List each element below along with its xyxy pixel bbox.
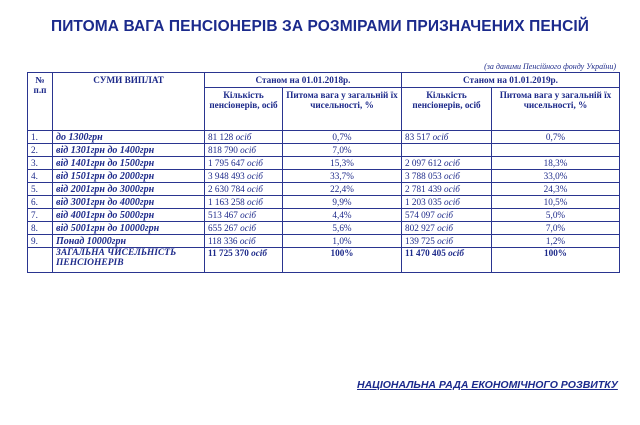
row-num: 7.	[28, 209, 53, 222]
total-row	[28, 248, 620, 273]
table-row	[28, 222, 620, 235]
row-count-2019: 83 517 осіб	[402, 131, 492, 144]
row-count-2019: 574 097 осіб	[402, 209, 492, 222]
row-num: 4.	[28, 170, 53, 183]
row-share-2019: 24,3%	[492, 183, 620, 196]
total-count-2018: 11 725 370 осіб	[205, 248, 283, 273]
table-row	[28, 144, 620, 157]
row-count-2018: 3 948 493 осіб	[205, 170, 283, 183]
row-count-2018: 818 790 осіб	[205, 144, 283, 157]
page-title: ПИТОМА ВАГА ПЕНСІОНЕРІВ ЗА РОЗМІРАМИ ПРИЗНАЧЕНИХ ПЕНСІЙ	[50, 18, 590, 35]
row-count-2019: 802 927 осіб	[402, 222, 492, 235]
table-row	[28, 196, 620, 209]
pensioners-table	[27, 72, 620, 273]
header-row-1	[28, 73, 620, 88]
row-num: 3.	[28, 157, 53, 170]
row-num: 5.	[28, 183, 53, 196]
row-count-2019: 2 781 439 осіб	[402, 183, 492, 196]
row-count-2019: 139 725 осіб	[402, 235, 492, 248]
row-num: 2.	[28, 144, 53, 157]
table-row	[28, 157, 620, 170]
row-share-2018: 22,4%	[283, 183, 402, 196]
row-count-2018: 81 128 осіб	[205, 131, 283, 144]
row-count-2018: 2 630 784 осіб	[205, 183, 283, 196]
header-sum: СУМИ ВИПЛАТ	[53, 73, 205, 131]
header-period-2018: Станом на 01.01.2018р.	[205, 73, 402, 88]
total-count-2019: 11 470 405 осіб	[402, 248, 492, 273]
row-num: 6.	[28, 196, 53, 209]
row-label: від 1401грн до 1500грн	[53, 157, 205, 170]
row-share-2018: 33,7%	[283, 170, 402, 183]
header-num: № п.п	[28, 73, 53, 131]
table-row	[28, 235, 620, 248]
row-share-2018: 9,9%	[283, 196, 402, 209]
row-share-2019: 33,0%	[492, 170, 620, 183]
row-share-2019: 10,5%	[492, 196, 620, 209]
row-share-2019: 1,2%	[492, 235, 620, 248]
table-row	[28, 170, 620, 183]
row-share-2019: 5,0%	[492, 209, 620, 222]
total-label: ЗАГАЛЬНА ЧИСЕЛЬНІСТЬ ПЕНСІОНЕРІВ	[53, 248, 205, 273]
row-num: 1.	[28, 131, 53, 144]
row-label: від 1301грн до 1400грн	[53, 144, 205, 157]
row-share-2019: 7,0%	[492, 222, 620, 235]
row-count-2019: 1 203 035 осіб	[402, 196, 492, 209]
row-share-2019: 18,3%	[492, 157, 620, 170]
row-label: від 4001грн до 5000грн	[53, 209, 205, 222]
footer-organization: НАЦІОНАЛЬНА РАДА ЕКОНОМІЧНОГО РОЗВИТКУ	[357, 379, 618, 391]
row-label: від 3001грн до 4000грн	[53, 196, 205, 209]
table-row	[28, 209, 620, 222]
row-count-2018: 513 467 осіб	[205, 209, 283, 222]
table-row	[28, 131, 620, 144]
header-period-2019: Станом на 01.01.2019р.	[402, 73, 620, 88]
row-label: від 5001грн до 10000грн	[53, 222, 205, 235]
row-share-2018: 5,6%	[283, 222, 402, 235]
row-count-2018: 1 163 258 осіб	[205, 196, 283, 209]
row-count-2019: 3 788 053 осіб	[402, 170, 492, 183]
row-share-2018: 0,7%	[283, 131, 402, 144]
row-count-2018: 118 336 осіб	[205, 235, 283, 248]
row-label: від 1501грн до 2000грн	[53, 170, 205, 183]
total-num	[28, 248, 53, 273]
row-label: до 1300грн	[53, 131, 205, 144]
row-share-2018: 1,0%	[283, 235, 402, 248]
row-num: 8.	[28, 222, 53, 235]
row-count-2018: 1 795 647 осіб	[205, 157, 283, 170]
row-count-2018: 655 267 осіб	[205, 222, 283, 235]
table-row	[28, 183, 620, 196]
row-share-2018: 4,4%	[283, 209, 402, 222]
row-share-2019	[492, 144, 620, 157]
row-share-2018: 7,0%	[283, 144, 402, 157]
source-note: (за даними Пенсійного фонду України)	[484, 62, 616, 71]
header-count-2019: Кількість пенсіонерів, осіб	[402, 88, 492, 131]
row-num: 9.	[28, 235, 53, 248]
row-count-2019: 2 097 612 осіб	[402, 157, 492, 170]
total-share-2019: 100%	[492, 248, 620, 273]
row-share-2018: 15,3%	[283, 157, 402, 170]
row-label: Понад 10000грн	[53, 235, 205, 248]
header-share-2019: Питома вага у загальній їх чисельності, %	[492, 88, 620, 131]
row-label: від 2001грн до 3000грн	[53, 183, 205, 196]
total-share-2018: 100%	[283, 248, 402, 273]
header-count-2018: Кількість пенсіонерів, осіб	[205, 88, 283, 131]
header-share-2018: Питома вага у загальній їх чисельності, %	[283, 88, 402, 131]
row-share-2019: 0,7%	[492, 131, 620, 144]
row-count-2019	[402, 144, 492, 157]
